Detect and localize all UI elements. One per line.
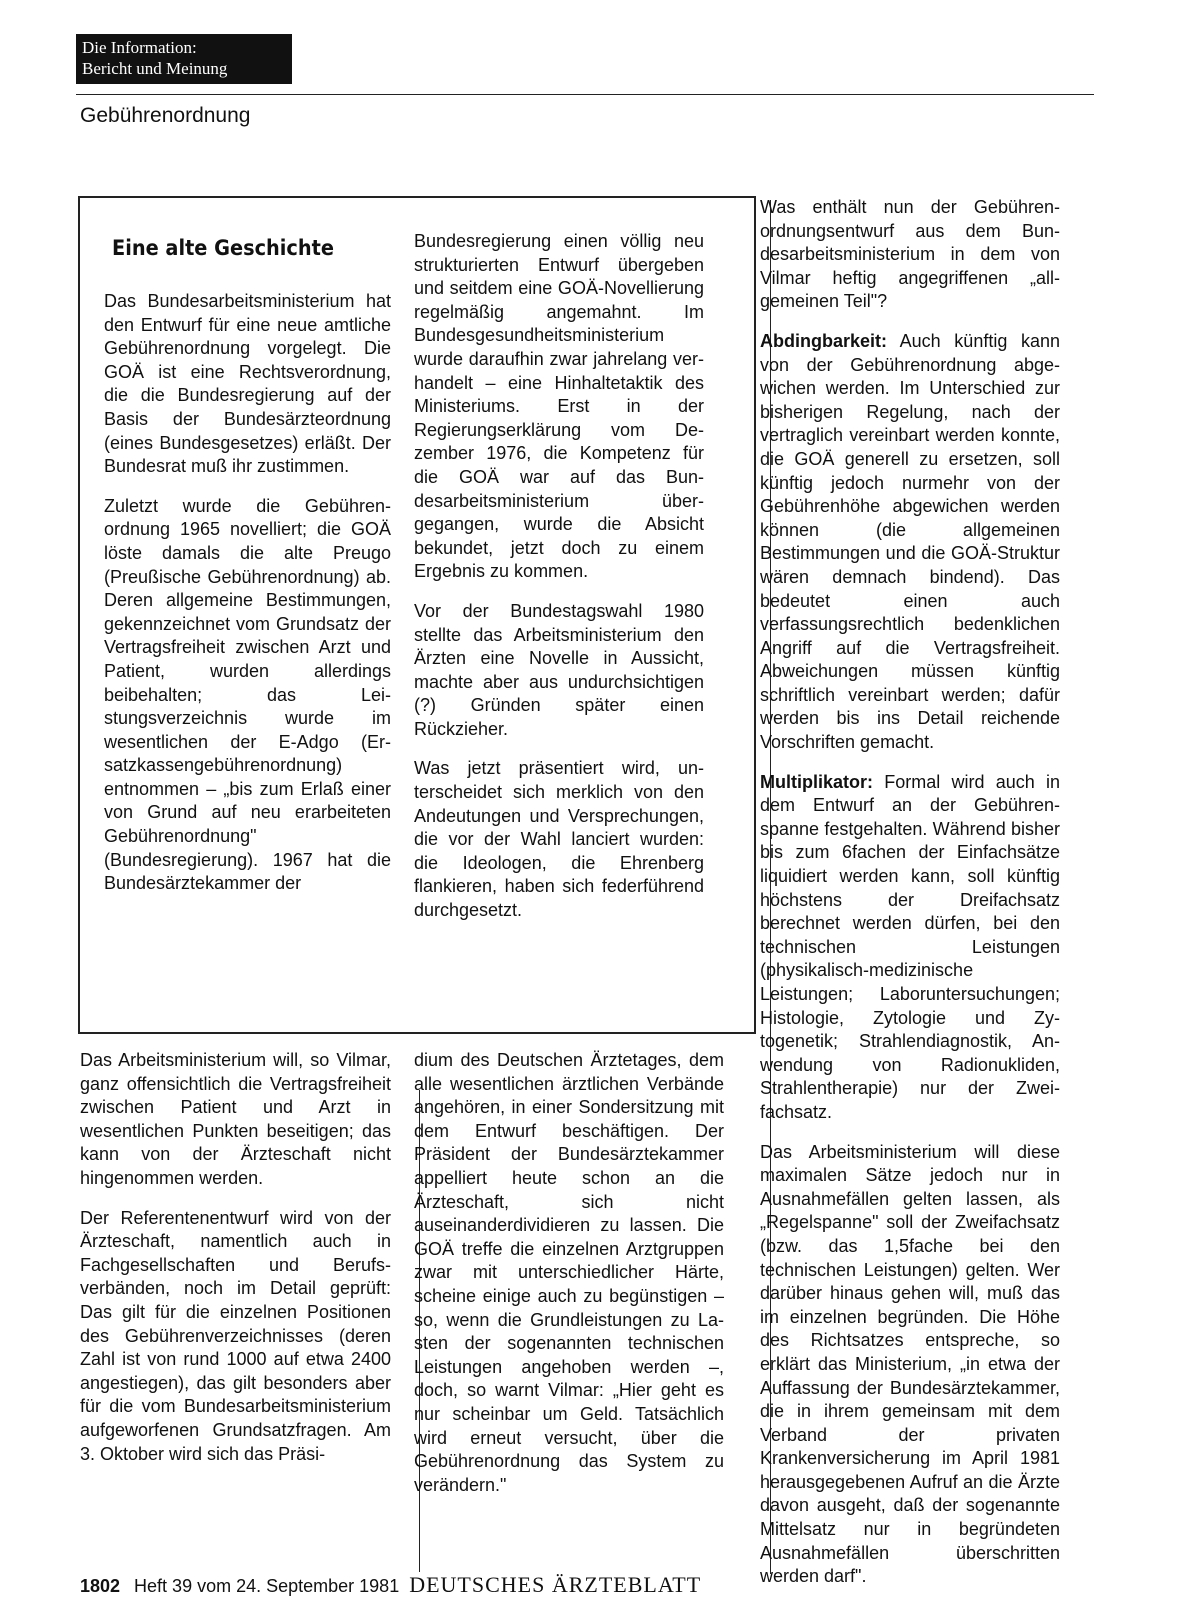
- paragraph: Das Arbeitsministerium will, so Vilmar, ganz offensichtlich die Vertragsfreiheit zwischen Patient und Arzt in wesentlichen Punkten beseitigen; das kann von der Ärzteschaft nicht hingenommen werden.: [80, 1050, 391, 1188]
- magazine-name: DEUTSCHES ÄRZTEBLATT: [409, 1572, 702, 1597]
- run-in-heading: Multiplikator:: [760, 771, 873, 792]
- paragraph: Was jetzt präsentiert wird, unterscheidet sich merklich von den Andeutungen und Versprechungen, die vor der Wahl lanciert wurden: die Ideologen, die Ehrenberg flankieren, haben sich federführend durchgesetzt.: [414, 758, 704, 921]
- paragraph: Das Bundesarbeitsministerium hat den Entwurf für eine neue amtliche Gebührenordnung vorgelegt. Die GOÄ ist eine Rechtsverordnung, die die Bundesregierung auf der Basis der Bundesärzteordnung (eines Bundesgesetzes) erläßt. Der Bundesrat muß ihr zustimmen.: [104, 291, 391, 477]
- paragraph: Zuletzt wurde die Gebührenordnung 1965 novelliert; die GOÄ löste damals die alte Preugo (Preußische Gebührenordnung) ab. Deren allgemeine Bestimmungen, gekennzeichnet vom Grundsatz der Vertragsfreiheit zwischen Arzt und Patient, wurden allerdings beibehalten; das Leistungsverzeichnis wurde im wesentlichen der E-Adgo (Ersatzkassengebührenordnung) entnommen – „bis zum Erlaß einer von Grund auf neu erarbeiteten Gebührenordnung" (Bundesregierung). 1967 hat die Bundesärztekammer der: [104, 495, 391, 894]
- page-number: 1802: [80, 1576, 121, 1596]
- box-column-right: [414, 230, 704, 939]
- paragraph: Das Arbeitsministerium will diese maximalen Sätze jedoch nur in Ausnahmefällen gelten lassen, als „Regelspanne" soll der Zweifachsatz (bzw. das 1,5fache bei den technischen Leistungen) gelten. Wer darüber hinaus gehen will, muß das im einzelnen begründen. Die Höhe des Richtsatzes entspreche, so erklärt das Ministerium, „in etwa der Auffassung der Bundesärztekammer, die in ihrem gemeinsam mit dem Verband der privaten Krankenversicherung im April 1981 herausgegebenen Aufruf an die Ärzte davon ausgeht, daß der sogenannte Mittelsatz nur in begründeten Ausnahmefällen überschritten werden darf".: [760, 1141, 1060, 1587]
- department-label-line2: Bericht und Meinung: [82, 59, 228, 78]
- header-rule: [76, 94, 1094, 95]
- paragraph-text: Auch künftig kann von der Gebührenordnung abgewichen werden. Im Unterschied zur bisherigen Regelung, nach der vertraglich vereinbart werden konnte, die GOÄ generell zu ersetzen, soll künftig jedoch nurmehr von der Gebührenhöhe abgewichen werden können (die allgemeinen Bestimmungen und die GOÄ-Struktur wären demnach bindend). Das bedeutet einen auch verfassungsrechtlich bedenklichen Angriff auf die Vertragsfreiheit. Abweichungen müssen künftig schriftlich vereinbart werden; dafür werden bis ins Detail reichende Vorschriften gemacht.: [760, 330, 1060, 753]
- box-column-left: [104, 290, 391, 912]
- page-footer: [80, 1572, 701, 1598]
- article-column-left: [80, 1049, 391, 1482]
- paragraph: Bundesregierung einen völlig neu strukturierten Entwurf übergeben und seitdem eine GOÄ-Novellierung regelmäßig angemahnt. Im Bundesgesundheitsministerium wurde daraufhin zwar jahrelang verhandelt – eine Hinhaltetaktik des Ministeriums. Erst in der Regierungserklärung vom Dezember 1976, die Kompetenz für die GOÄ war auf das Bundesarbeitsministerium übergegangen, wurde die Absicht bekundet, jetzt doch zu einem Ergebnis zu kommen.: [414, 231, 704, 582]
- issue-info: Heft 39 vom 24. September 1981: [134, 1576, 400, 1596]
- article-column-middle: [414, 1049, 724, 1513]
- paragraph: [760, 771, 1060, 1125]
- paragraph: [760, 330, 1060, 755]
- paragraph: Der Referentenentwurf wird von der Ärzteschaft, namentlich auch in Fachgesellschaften und Berufsverbänden, noch im Detail geprüft: Das gilt für die einzelnen Positionen des Gebührenverzeichnisses (deren Zahl ist von rund 1000 auf etwa 2400 angestiegen), das gilt besonders aber für die vom Bundesarbeitsministerium aufgeworfenen Grundsatzfragen. Am 3. Oktober wird sich das Präsi-: [80, 1207, 391, 1464]
- run-in-heading: Abdingbarkeit:: [760, 330, 888, 351]
- department-label-line1: Die Information:: [82, 38, 197, 57]
- paragraph-text: Formal wird auch in dem Entwurf an der Gebührenspanne festgehalten. Während bisher bis zum 6fachen der Einfachsätze liquidiert werden kann, soll künftig höchstens der Dreifachsatz berechnet werden dürfen, bei den technischen Leistungen (physikalisch-medizinische Leistungen; Laboruntersuchungen; Histologie, Zytologie und Zytogenetik; Strahlendiagnostik, Anwendung von Radionukliden, Strahlentherapie) nur der Zweifachsatz.: [760, 771, 1060, 1122]
- box-title: Eine alte Geschichte: [112, 236, 334, 260]
- paragraph: Vor der Bundestagswahl 1980 stellte das Arbeitsministerium den Ärzten eine Novelle in Aussicht, machte aber aus undurchsichtigen (?) Gründen später einen Rückzieher.: [414, 600, 704, 739]
- department-label: [76, 34, 292, 84]
- paragraph: dium des Deutschen Ärztetages, dem alle wesentlichen ärztlichen Verbände angehören, in einer Sondersitzung mit dem Entwurf beschäftigen. Der Präsident der Bundesärztekammer appelliert heute schon an die Ärzteschaft, sich nicht auseinanderdividieren zu lassen. Die GOÄ treffe die einzelnen Arztgruppen zwar mit unterschiedlicher Härte, scheine einige auch zu begünstigen – so, wenn die Grundleistungen zu Lasten der sogenannten technischen Leistungen angehoben werden –, doch, so warnt Vilmar: „Hier geht es nur scheinbar um Geld. Tatsächlich wird erneut versucht, über die Gebührenordnung das System zu verändern.": [414, 1050, 724, 1495]
- section-title: Gebührenordnung: [80, 104, 251, 127]
- article-column-right: [760, 196, 1060, 1605]
- paragraph: Was enthält nun der Gebührenordnungsentwurf aus dem Bundesarbeitsministerium in dem von Vilmar heftig angegriffenen „allgemeinen Teil"?: [760, 197, 1060, 312]
